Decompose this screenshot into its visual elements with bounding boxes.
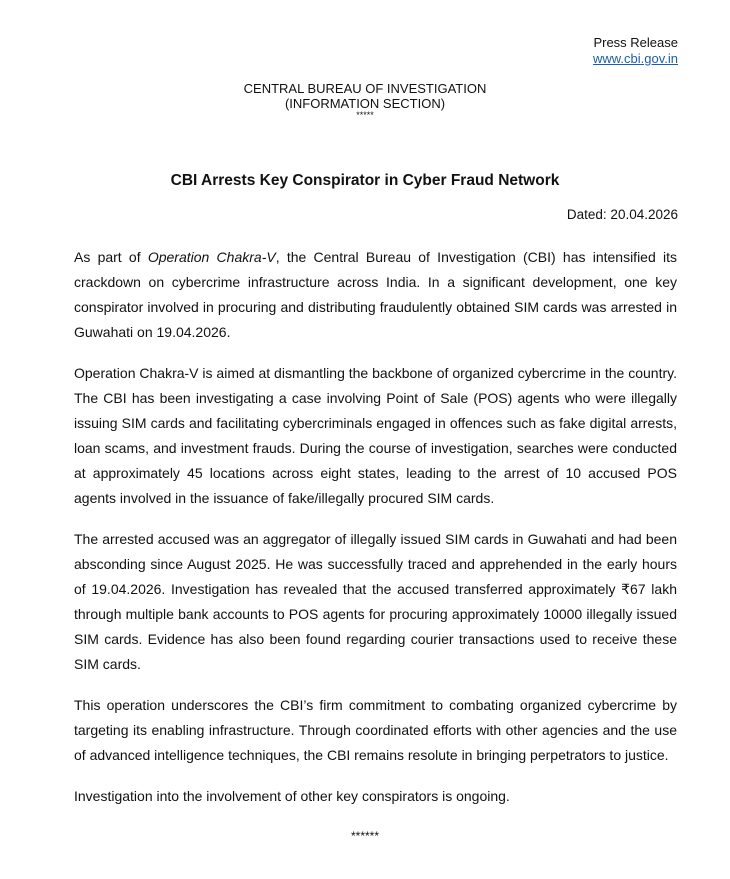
paragraph-3: The arrested accused was an aggregator of illegally issued SIM cards in Guwahati and had been absconding since August 2025. He was successfully traced and apprehended in the early hours of 19.04.2026. Investigation has revealed that the accused transferred approximately ₹67 lakh through multiple bank accounts to POS agents for procuring approximately 10000 illegally issued SIM cards. Evidence has also been found regarding courier transactions used to receive these SIM cards.	[74, 531, 677, 672]
org-name: CENTRAL BUREAU OF INVESTIGATION	[243, 81, 487, 96]
press-release-label: Press Release	[593, 35, 678, 50]
paragraph-4: This operation underscores the CBI’s firm commitment to combating organized cybercrime by targeting its enabling infrastructure. Through coordinated efforts with other agencies and the use of advanced intelligence techniques, the CBI remains resolute in bringing perpetrators to justice.	[74, 697, 677, 763]
closing-stars: ******	[350, 829, 380, 843]
organization-header	[0, 81, 730, 120]
operation-name: Operation Chakra-V	[147, 249, 276, 265]
header-stars: *****	[356, 110, 374, 120]
release-body	[74, 245, 677, 825]
page-title: CBI Arrests Key Conspirator in Cyber Fraud Network	[170, 172, 560, 189]
paragraph-1: As part of Operation Chakra-V, the Central Bureau of Investigation (CBI) has intensified its crackdown on cybercrime infrastructure across India. In a significant development, one key conspirator involved in procuring and distributing fraudulently obtained SIM cards was arrested in Guwahati on 19.04.2026.	[74, 249, 677, 340]
paragraph-2: Operation Chakra-V is aimed at dismantling the backbone of organized cybercrime in the country. The CBI has been investigating a case involving Point of Sale (POS) agents who were illegally issuing SIM cards and facilitating cybercriminals engaged in offences such as fake digital arrests, loan scams, and investment frauds. During the course of investigation, searches were conducted at approximately 45 locations across eight states, leading to the arrest of 10 accused POS agents involved in the issuance of fake/illegally procured SIM cards.	[74, 365, 677, 506]
press-release-meta	[593, 35, 678, 67]
org-section: (INFORMATION SECTION)	[284, 96, 446, 111]
website-link[interactable]: www.cbi.gov.in	[592, 51, 678, 66]
release-date: Dated: 20.04.2026	[566, 207, 678, 222]
paragraph-5: Investigation into the involvement of other key conspirators is ongoing.	[74, 788, 510, 804]
